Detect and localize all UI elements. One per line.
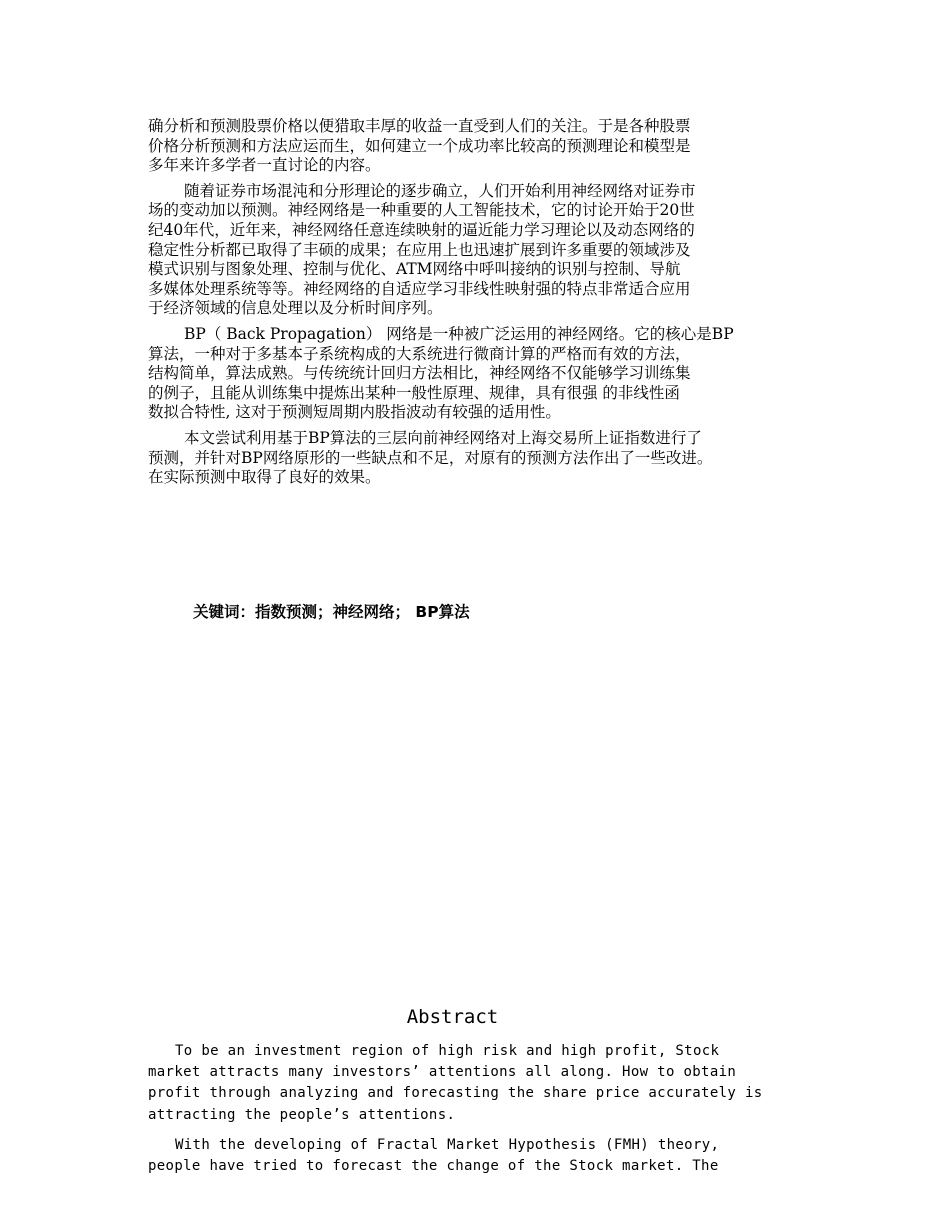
text-line: 价格分析预测和方法应运而生，如何建立一个成功率比较高的预测理论和模型是 bbox=[148, 136, 691, 155]
text-line: 算法，一种对于多基本子系统构成的大系统进行微商计算的严格而有效的方法， bbox=[148, 344, 691, 363]
text-line: 场的变动加以预测。神经网络是一种重要的人工智能技术，它的讨论开始于20世 bbox=[148, 201, 695, 220]
cn-paragraph-1 bbox=[148, 117, 820, 176]
chinese-body bbox=[148, 117, 820, 494]
abstract-paragraph-1 bbox=[148, 1041, 838, 1126]
text-line: profit through analyzing and forecasting the share price accurately is bbox=[148, 1085, 763, 1102]
text-line: 预测，并针对BP网络原形的一些缺点和不足，对原有的预测方法作出了一些改进。 bbox=[148, 448, 713, 467]
text-line: 模式识别与图象处理、控制与优化、ATM网络中呼叫接纳的识别与控制、导航 bbox=[148, 260, 681, 279]
cn-paragraph-3 bbox=[148, 325, 820, 423]
text-line: 本文尝试利用基于BP算法的三层向前神经网络对上海交易所上证指数进行了 bbox=[184, 428, 702, 447]
text-line: BP（ Back Propagation） 网络是一种被广泛运用的神经网络。它的核心是BP bbox=[184, 324, 734, 343]
text-line: With the developing of Fractal Market Hypothesis (FMH) theory, bbox=[175, 1136, 720, 1153]
text-line: 结构简单，算法成熟。与传统统计回归方法相比，神经网络不仅能够学习训练集 bbox=[148, 364, 691, 383]
keywords: 关键词：指数预测；神经网络； BP算法 bbox=[193, 603, 470, 621]
text-line: 稳定性分析都已取得了丰硕的成果；在应用上也迅速扩展到许多重要的领域涉及 bbox=[148, 240, 691, 259]
abstract-paragraph-2 bbox=[148, 1135, 838, 1177]
text-line: market attracts many investors’ attentions all along. How to obtain bbox=[148, 1064, 737, 1081]
text-line: 数拟合特性, 这对于预测短周期内股指波动有较强的适用性。 bbox=[148, 403, 561, 422]
text-line: 在实际预测中取得了良好的效果。 bbox=[148, 468, 381, 487]
cn-paragraph-2 bbox=[148, 182, 820, 319]
text-line: 纪40年代，近年来，神经网络任意连续映射的逼近能力学习理论以及动态网络的 bbox=[148, 220, 695, 239]
text-line: 多媒体处理系统等等。神经网络的自适应学习非线性映射强的特点非常适合应用 bbox=[148, 279, 691, 298]
text-line: attracting the people’s attentions. bbox=[148, 1106, 456, 1123]
abstract-body bbox=[148, 1041, 838, 1186]
abstract-title: Abstract bbox=[406, 1006, 499, 1028]
text-line: 于经济领域的信息处理以及分析时间序列。 bbox=[148, 299, 443, 318]
text-line: To be an investment region of high risk and high profit, Stock bbox=[175, 1043, 720, 1059]
text-line: people have tried to forecast the change of the Stock market. The bbox=[148, 1158, 719, 1175]
text-line: 确分析和预测股票价格以便猎取丰厚的收益一直受到人们的关注。于是各种股票 bbox=[148, 117, 691, 135]
text-line: 随着证券市场混沌和分形理论的逐步确立，人们开始利用神经网络对证券市 bbox=[184, 181, 696, 200]
text-line: 的例子，且能从训练集中提炼出某种一般性原理、规律，具有很强 的非线性函 bbox=[148, 383, 680, 402]
text-line: 多年来许多学者一直讨论的内容。 bbox=[148, 156, 381, 175]
cn-paragraph-4 bbox=[148, 429, 820, 488]
